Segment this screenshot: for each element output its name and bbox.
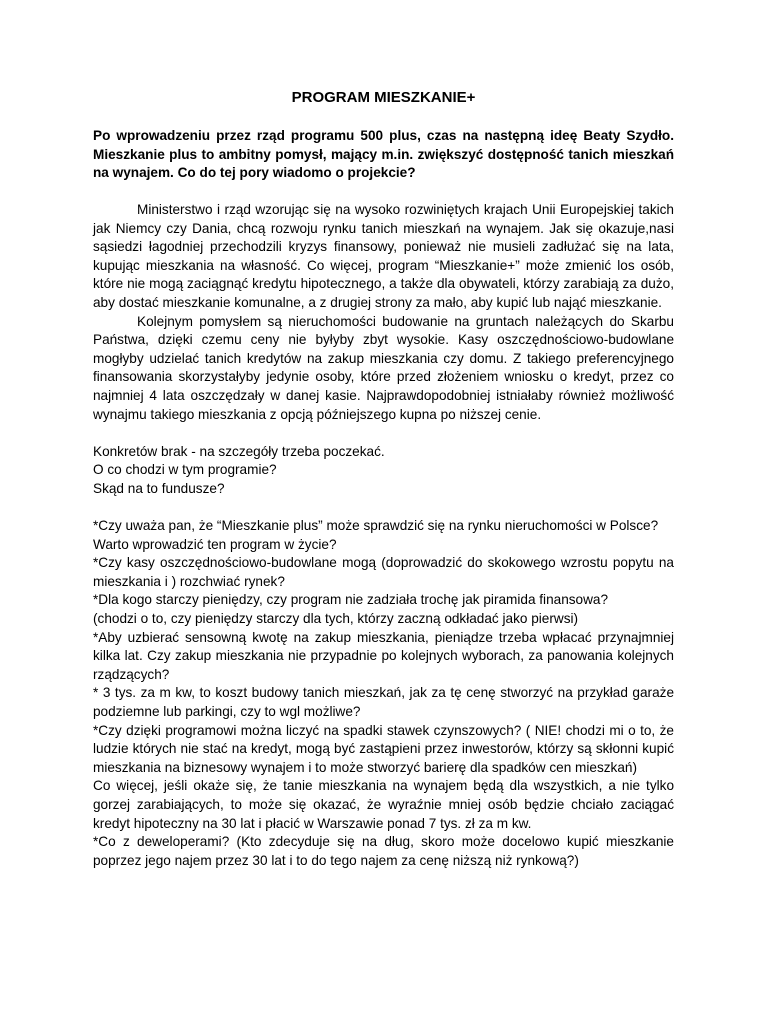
question-5: * 3 tys. za m kw, to koszt budowy tanich mieszkań, jak za tę cenę stworzyć na przykład garaże podziemne lub parkingi, czy to wgl możliwe? (93, 685, 674, 720)
line-skad: Skąd na to fundusze? (93, 480, 225, 496)
paragraph-kolejnym: Kolejnym pomysłem są nieruchomości budowanie na gruntach należących do Skarbu Państwa, dzięki czemu ceny nie byłyby zbyt wysokie. Kasy oszczędnościowo-budowlane mogłyby udzielać tanich kredytów na zakup mieszkania czy domu. Z takiego preferencyjnego finansowania skorzystałyby jedynie osoby, które przed złożeniem wniosku o kredyt, przez co najmniej 4 lata oszczędzały w danej kasie. Najprawdopodobniej istniałaby również możliwość wynajmu takiego mieszkania z opcją późniejszego kupna po niższej cenie. (93, 313, 674, 422)
line-o-co-chodzi: O co chodzi w tym programie? (93, 462, 277, 478)
question-7: *Co z deweloperami? (Kto zdecyduje się na dług, skoro może docelowo kupić mieszkanie poprzez jego najem przez 30 lat i to do tego najem za cenę niższą niż rynkową?) (93, 834, 674, 868)
question-2: *Czy kasy oszczędnościowo-budowlane mogą (doprowadzić do skokowego wzrostu popytu na mieszkania i ) rozchwiać rynek? (93, 555, 674, 589)
question-6: *Czy dzięki programowi można liczyć na spadki stawek czynszowych? ( NIE! chodzi mi o to, że ludzie których nie stać na kredyt, mogą być zastąpieni przez inwestorów, którzy są skłonni kupić mieszkania na biznesowy wynajem i to może stworzyć barierę dla spadków cen mieszkań) (93, 722, 674, 775)
document-title: PROGRAM MIESZKANIE+ (291, 89, 476, 106)
question-4: *Aby uzbierać sensowną kwotę na zakup mieszkania, pieniądze trzeba wpłacać przynajmniej kilka lat. Czy zakup mieszkania nie przypadnie po kolejnych wyborach, za panowania kolejnych rządzących? (93, 629, 674, 682)
lead-paragraph: Po wprowadzeniu przez rząd programu 500 plus, czas na następną ideę Beaty Szydło. Mieszkanie plus to ambitny pomysł, mający m.in. zwiększyć dostępność tanich mieszkań na wynajem. Co do tej pory wiadomo o projekcie? (93, 128, 674, 181)
spacer (93, 424, 674, 443)
question-3b: (chodzi o to, czy pieniędzy starczy dla tych, którzy zaczną odkładać jako pierwsi) (93, 611, 579, 627)
spacer (93, 499, 674, 518)
document-body (93, 201, 674, 870)
question-3: *Dla kogo starczy pieniędzy, czy program nie zadziała trochę jak piramida finansowa? (93, 592, 609, 608)
question-6b: Co więcej, jeśli okaże się, że tanie mieszkania na wynajem będą dla wszystkich, a nie tylko gorzej zarabiających, to może się okazać, że wyraźnie mniej osób będzie chciało zaciągać kredyt hipoteczny na 30 lat i płacić w Warszawie ponad 7 tys. zł za m kw. (93, 778, 674, 831)
question-1b: Warto wprowadzić ten program w życie? (93, 536, 337, 552)
line-konkretow: Konkretów brak - na szczegóły trzeba poczekać. (93, 443, 385, 459)
question-1: *Czy uważa pan, że “Mieszkanie plus” może sprawdzić się na rynku nieruchomości w Polsce? (93, 518, 659, 534)
paragraph-ministerstwo: Ministerstwo i rząd wzorując się na wysoko rozwiniętych krajach Unii Europejskiej takich jak Niemcy czy Dania, chcą rozwoju rynku tanich mieszkań na wynajem. Jak się okazuje,nasi sąsiedzi łagodniej przechodzili kryzys finansowy, ponieważ nie musieli zadłużać się na lata, kupując mieszkania na własność. Co więcej, program “Mieszkanie+” może zmienić los osób, które nie mogą zaciągnąć kredytu hipotecznego, a także dla obywateli, którzy zarabiają za dużo, aby dostać mieszkanie komunalne, a z drugiej strony za mało, aby kupić lub nająć mieszkanie. (93, 202, 674, 310)
